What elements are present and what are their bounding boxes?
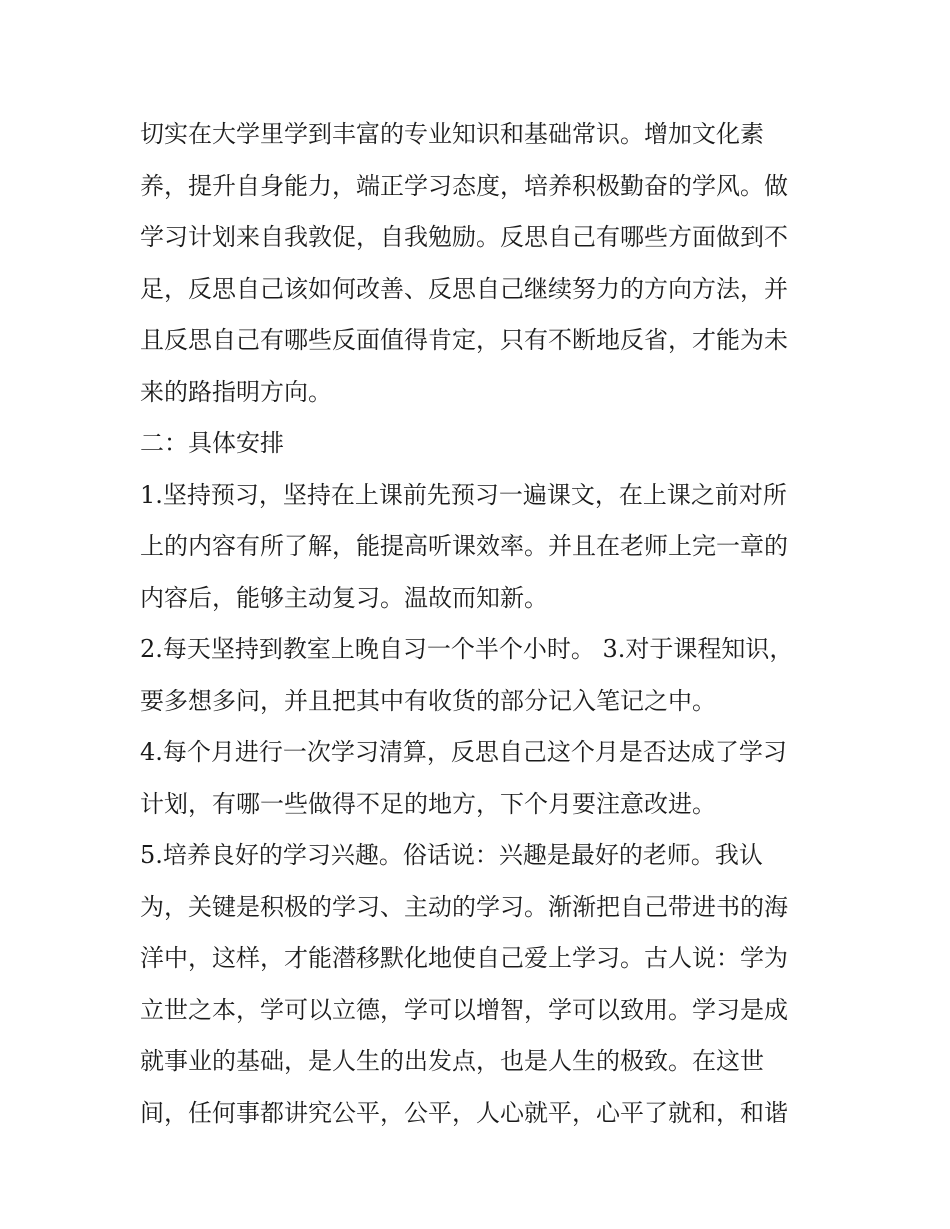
text-line: 来的路指明方向。 [140,377,332,406]
list-item-line: 4.每个月进行一次学习清算，反思自己这个月是否达成了学习 [140,738,787,766]
section-heading: 二：具体安排 [140,429,284,457]
list-item-line: 立世之本，学可以立德，学可以增智，学可以致用。学习是成 [140,995,788,1024]
text-line: 切实在大学里学到丰富的专业知识和基础常识。增加文化素 [140,120,764,148]
list-item-line: 就事业的基础，是人生的出发点，也是人生的极致。在这世 [140,1047,764,1075]
list-item-line: 间，任何事都讲究公平，公平，人心就平，心平了就和，和谐 [140,1098,788,1127]
list-item-line: 上的内容有所了解，能提高听课效率。并且在老师上完一章的 [140,532,788,560]
list-item-line: 2.每天坚持到教室上晚自习一个半个小时。 3.对于课程知识， [140,635,794,663]
list-item-line: 洋中，这样，才能潜移默化地使自己爱上学习。古人说：学为 [140,944,788,972]
list-item-line: 计划，有哪一些做得不足的地方，下个月要注意改进。 [140,789,716,818]
list-item-line: 5.培养良好的学习兴趣。俗话说：兴趣是最好的老师。我认 [140,841,763,869]
list-item-line: 要多想多问，并且把其中有收货的部分记入笔记之中。 [140,686,716,715]
text-line: 学习计划来自我敦促，自我勉励。反思自己有哪些方面做到不 [140,223,788,251]
text-line: 且反思自己有哪些反面值得肯定，只有不断地反省，才能为未 [140,326,788,354]
list-item-line: 为，关键是积极的学习、主动的学习。渐渐把自己带进书的海 [140,892,788,921]
body-text [140,109,820,1139]
text-line: 养，提升自身能力，端正学习态度，培养积极勤奋的学风。做 [140,171,788,200]
list-item-line: 内容后，能够主动复习。温故而知新。 [140,583,548,612]
list-item-line: 1.坚持预习，坚持在上课前先预习一遍课文，在上课之前对所 [140,480,787,509]
text-line: 足，反思自己该如何改善、反思自己继续努力的方向方法，并 [140,274,788,303]
